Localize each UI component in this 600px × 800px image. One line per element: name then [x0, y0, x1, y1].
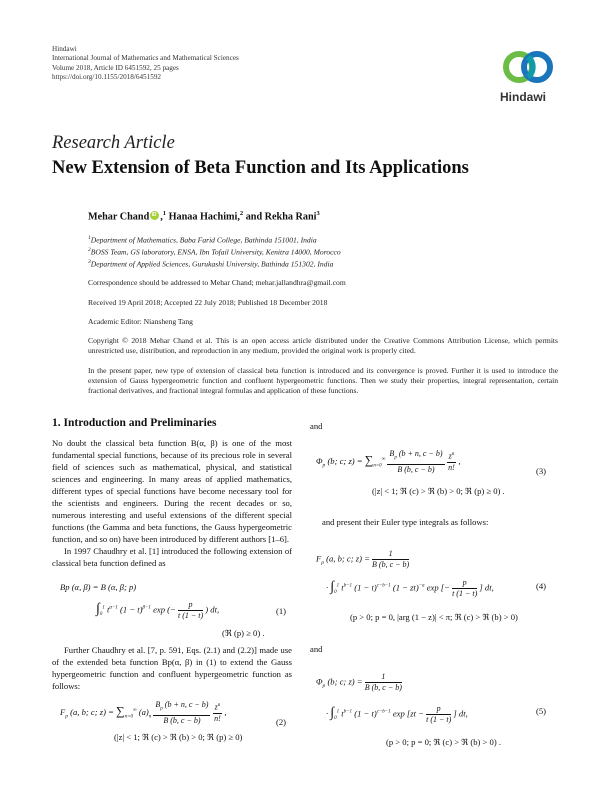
equation-1-number: (1) — [276, 606, 287, 616]
author-sup: 2 — [239, 210, 244, 217]
doi-link[interactable]: https://doi.org/10.1155/2018/6451592 — [52, 73, 162, 82]
article-type: Research Article — [52, 133, 175, 153]
copyright-notice: Copyright © 2018 Mehar Chand et al. This is an open access article distributed under the Creative Commons Attribution License, which permits unrestricted use, distribution, and reproduction in any medium, provided the original work is properly cited. — [88, 336, 558, 356]
author-name[interactable]: Hanaa Hachimi, — [168, 211, 240, 223]
publication-dates: Received 19 April 2018; Accepted 22 July 2018; Published 18 December 2018 — [88, 298, 328, 307]
equation-5-line1: $\Phi_p$ (b; c; z) = $\frac{1}{B (b, c - b)}$ — [316, 672, 402, 692]
intro-paragraph: No doubt the classical beta function B(α, β) is one of the most fundamental special functions, because of its precious role in several field of sciences such as mathematical, physical, and statistical sciences and engineering. In many areas of applied mathematics, different types of special functions have become necessary tool for the scientists and engineers. During the recent decades or so, numerous interesting and useful extensions of the different special functions (the Gamma and beta functions, the Gauss hypergeometric function, and so on) have been introduced by different authors [1–6]. — [52, 438, 292, 544]
correspondence: Correspondence should be addressed to Mehar Chand; mehar.jallandhra@gmail.com — [88, 278, 346, 287]
affiliation-text: Department of Mathematics, Baba Farid College, Bathinda 151001, India — [90, 235, 317, 245]
affiliation-text: Department of Applied Sciences, Gurukashi University, Bathinda 151302, India — [90, 259, 334, 269]
orcid-icon[interactable] — [150, 211, 159, 220]
equation-5-condition: (p > 0; p = 0; ℜ (c) > ℜ (b) > 0) . — [386, 737, 501, 747]
affiliation-text: BOSS Team, GS laboratory, ENSA, Ibn Tofail University, Kenitra 14000, Morocco — [90, 247, 341, 257]
publisher-name: Hindawi — [52, 45, 77, 53]
equation-2-number: (2) — [276, 717, 287, 727]
equation-5-number: (5) — [536, 706, 547, 716]
intro-paragraph: Further Chaudhry et al. [7, p. 591, Eqs. (2.1) and (2.2)] made use of the extended beta function Bp(α, β) in (1) to extend the Gauss hypergeometric function and confluent hypergeometric function as follows: — [52, 645, 292, 691]
affiliation — [88, 235, 317, 245]
journal-name: International Journal of Mathematics and Mathematical Sciences — [52, 54, 239, 63]
equation-1-line1: Bp (α, β) = B (α, β; p) — [60, 582, 137, 592]
conjunction-and: and — [310, 644, 323, 654]
equation-1-integral: $\int_0^1$ $t^{\alpha-1}$ $(1 - t)^{\beta-1}$ exp (− $\frac{p}{t (1 - t)}$ ) dt, — [96, 600, 220, 620]
equation-3: $\Phi_p$ (b; c; $z) = \sum_{n=0}^\infty$ $\frac{B_p (b + n, c - b)}{B (b, c - b)}$ $\frac{z^n}{n!}$ , — [316, 449, 461, 474]
equation-4-number: (4) — [536, 581, 547, 591]
logo-text: Hindawi — [500, 90, 547, 104]
equation-3-condition: (|z| < 1; ℜ (c) > ℜ (b) > 0; ℜ (p) ≥ 0) . — [372, 486, 505, 496]
equation-3-number: (3) — [536, 466, 547, 476]
affiliation — [88, 259, 333, 269]
journal-header — [52, 45, 239, 83]
affiliation — [88, 247, 341, 257]
author-sup: 1 — [162, 210, 167, 217]
intro-paragraph: In 1997 Chaudhry et al. [1] introduced the following extension of classical beta function defined as — [52, 546, 292, 568]
equation-4-line1: $F_p$ (a, b; c; z) = $\frac{1}{B (b, c - b)}$ — [316, 549, 410, 569]
affiliation-sup: 2 — [88, 247, 91, 253]
academic-editor: Academic Editor: Niansheng Tang — [88, 317, 193, 326]
author-name[interactable]: Mehar Chand — [88, 211, 150, 223]
affiliation-sup: 3 — [88, 259, 91, 265]
affiliation-sup: 1 — [88, 235, 91, 241]
equation-2: $F_p$ (a, b; c; $z) = \sum_{n=0}^\infty$ $(a)_n$ $\frac{B_p (b + n, c - b)}{B (b, c - b)}$ $\frac{z^n}{n!}$ , — [60, 700, 227, 725]
volume-info: Volume 2018, Article ID 6451592, 25 pages — [52, 63, 179, 72]
equation-4-line2: · $\int_0^1$ $t^{b-1}$ $(1 - t)^{c-b-1}$ (1 − zt)$^{-a}$ exp [− $\frac{p}{t (1 - t)}$ ] dt, — [326, 578, 494, 598]
conjunction-and: and — [310, 421, 323, 431]
equation-1-condition: (ℜ (p) ≥ 0) . — [222, 628, 265, 638]
author-sup: 3 — [316, 210, 320, 217]
intro-paragraph: and present their Euler type integrals as follows: — [322, 517, 489, 527]
author-list: Mehar ChandiD ,$^1$ Hanaa Hachimi,$^2$ and Rekha Rani$^3$ — [88, 210, 320, 222]
author-name[interactable]: and Rekha Rani — [245, 211, 317, 223]
abstract: In the present paper, new type of extension of classical beta function is introduced and its convergence is proved. Further it is used to introduce the extension of Gauss hypergeometric function and confluent hypergeometric functions. Then we study their properties, integral representation, certain fractional derivatives, and fractional integral formulas and application of these functions. — [88, 366, 558, 396]
equation-2-condition: (|z| < 1; ℜ (c) > ℜ (b) > 0; ℜ (p) ≥ 0) — [114, 732, 243, 742]
hindawi-logo — [492, 45, 564, 107]
article-title: New Extension of Beta Function and Its Applications — [52, 158, 469, 178]
equation-4-condition: (p > 0; p = 0, |arg (1 − z)| < π; ℜ (c) > ℜ (b) > 0) — [350, 612, 518, 622]
left-column — [52, 437, 292, 569]
equation-5-line2: · $\int_0^1$ $t^{b-1}$ $(1 - t)^{c-b-1}$ exp [zt − $\frac{p}{t (1 - t)}$ ] dt, — [326, 704, 468, 724]
section-title: 1. Introduction and Preliminaries — [52, 417, 217, 429]
